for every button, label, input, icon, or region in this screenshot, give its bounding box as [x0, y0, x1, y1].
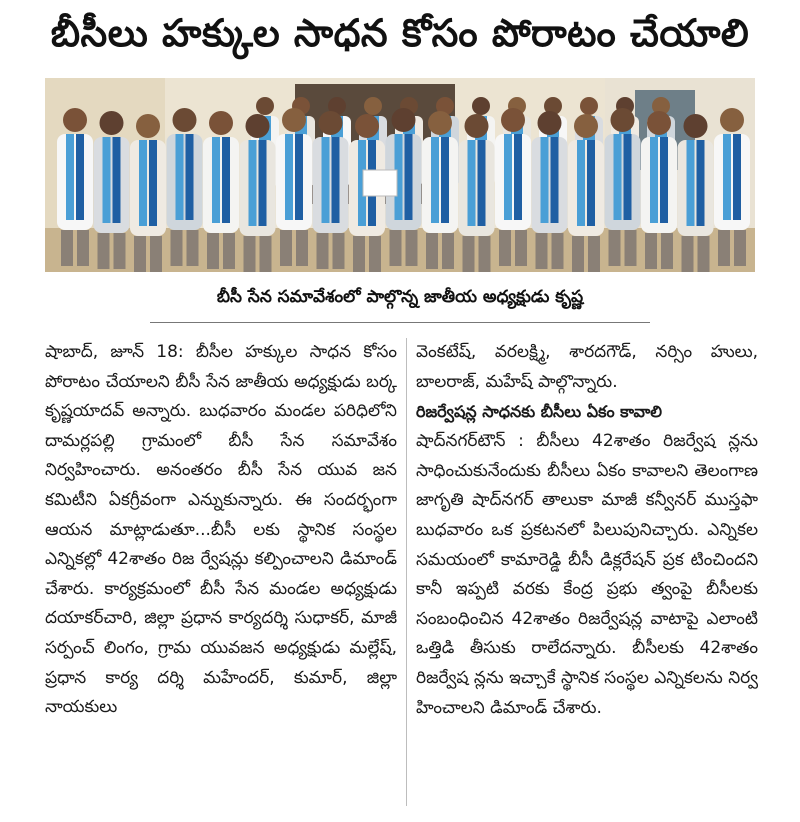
person-body [240, 140, 276, 236]
headline: బీసీలు హక్కుల సాధన కోసం పోరాటం చేయాలి [50, 11, 750, 55]
person-scarf [468, 140, 476, 226]
person-body [94, 137, 130, 233]
person-scarf [103, 137, 111, 223]
person-body [641, 137, 677, 233]
person-leg [369, 236, 381, 272]
person-body [276, 134, 312, 230]
person-leg [645, 233, 657, 269]
person-scarf [186, 134, 194, 220]
person-body [495, 134, 531, 230]
person-leg [353, 236, 365, 272]
person-leg [77, 230, 89, 266]
article-column-right [416, 338, 758, 808]
person-leg [134, 236, 146, 272]
person-head [647, 111, 671, 135]
person-head [319, 111, 343, 135]
person-leg [333, 233, 345, 269]
person-leg [463, 236, 475, 272]
person-scarf [577, 140, 585, 226]
photo-caption: బీసీ సేన సమావేశంలో పాల్గొన్న జాతీయ అధ్యక్షుడు కృష్ణ [216, 287, 584, 307]
person-scarf [249, 140, 257, 226]
person-scarf [212, 137, 220, 223]
person-head [364, 97, 382, 115]
person-leg [296, 230, 308, 266]
person-leg [552, 233, 564, 269]
person-leg [390, 230, 402, 266]
person-leg [588, 236, 600, 272]
person-leg [317, 233, 329, 269]
person-body [568, 140, 604, 236]
person-scarf [332, 137, 340, 223]
person-scarf [478, 140, 486, 226]
person-leg [223, 233, 235, 269]
person-scarf [66, 134, 74, 220]
person-leg [426, 233, 438, 269]
person-body [313, 137, 349, 233]
person-head [684, 114, 708, 138]
person-scarf [285, 134, 293, 220]
person-head [574, 114, 598, 138]
person-head [282, 108, 306, 132]
person-body [130, 140, 166, 236]
person-leg [244, 236, 256, 272]
person-scarf [113, 137, 121, 223]
article-body-left: షాబాద్, జూన్ 18: బీసీల హక్కుల సాధన కోసం పోరాటం చేయాలని బీసీ సేన జాతీయ అధ్యక్షుడు బర్క కృష్ణయాదవ్ అన్నారు. బుధవారం మండల పరిధిలోని దామర్లపల్లి గ్రామంలో బీసీ సేన సమావేశం నిర్వహించారు. అనంతరం బీసీ సేన యువ జన కమిటీని ఏకగ్రీవంగా ఎన్నుకున్నారు. ఈ సందర్భంగా ఆయన మాట్లాడుతూ...బీసీ లకు స్థానిక సంస్థల ఎన్నికల్లో 42శాతం రిజ ర్వేషన్లు కల్పించాలని డిమాండ్ చేశారు. కార్యక్రమంలో బీసీ సేన మండల అధ్యక్షుడు దయాకర్‌చారి, జిల్లా ప్రధాన కార్యదర్శి సుధాకర్, మాజీ సర్పంచ్ లింగం, గ్రామ యువజన అధ్యక్షుడు మల్లేష్, ప్రధాన కార్య దర్శి మహేందర్, కుమార్, జిల్లా నాయకులు [45, 342, 397, 718]
person-head [465, 114, 489, 138]
article-body-right: షాద్‌నగర్‌టౌన్ : బీసీలు 42శాతం రిజర్వేష న్లను సాధించుకునేందుకు బీసీలు ఏకం కావాలని తెలంగాణ జాగృతి షాద్‌నగర్ తాలుకా మాజీ కన్వీనర్ ముస్తఫా బుధవారం ఒక ప్రకటనలో పిలుపునిచ్చారు. ఎన్నికల సమయంలో కామారెడ్డి బీసీ డిక్లరేషన్ ప్రక టించిందని కానీ ఇప్పటి వరకు కేంద్ర ప్రభు త్వంపై బీసీలకు సంబంధించిన 42శాతం రిజర్వేషన్ల వాటాపై ఎలాంటి ఒత్తిడి తీసుకు రాలేదన్నారు. బీసీలకు 42శాతం రిజర్వేష న్లను ఇచ్చాకే స్థానిక సంస్థల ఎన్నికలను నిర్వ హించాలని డిమాండ్ చేశారు. [416, 431, 758, 718]
person-body [678, 140, 714, 236]
person-head [472, 97, 490, 115]
person-head [209, 111, 233, 135]
person-scarf [624, 134, 632, 220]
person-scarf [687, 140, 695, 226]
person-scarf [697, 140, 705, 226]
person-leg [698, 236, 710, 272]
caption-rule [150, 322, 650, 323]
person-leg [572, 236, 584, 272]
person-leg [207, 233, 219, 269]
person-leg [406, 230, 418, 266]
person-body [167, 134, 203, 230]
person-head [136, 114, 160, 138]
person-scarf [723, 134, 731, 220]
person-scarf [441, 137, 449, 223]
person-leg [499, 230, 511, 266]
person-leg [515, 230, 527, 266]
person-scarf [733, 134, 741, 220]
person-leg [442, 233, 454, 269]
person-body [714, 134, 750, 230]
person-leg [479, 236, 491, 272]
person-body [57, 134, 93, 230]
person-head [173, 108, 197, 132]
person-leg [682, 236, 694, 272]
person-head [355, 114, 379, 138]
person-scarf [551, 137, 559, 223]
person-head [611, 108, 635, 132]
person-scarf [76, 134, 84, 220]
person-scarf [259, 140, 267, 226]
person-leg [609, 230, 621, 266]
person-body [605, 134, 641, 230]
person-scarf [650, 137, 658, 223]
person-scarf [541, 137, 549, 223]
person-head [538, 111, 562, 135]
person-leg [187, 230, 199, 266]
article-body-continued: వెంకటేష్, వరలక్ష్మి, శారదగౌడ్, నర్సిం హులు, బాలరాజ్, మహేష్ పాల్గొన్నారు. [416, 342, 758, 392]
person-scarf [176, 134, 184, 220]
person-body [532, 137, 568, 233]
person-leg [61, 230, 73, 266]
group-photo-illustration [45, 78, 755, 272]
person-body [422, 137, 458, 233]
article-subhead: రిజర్వేషన్ల సాధనకు బీసీలు ఏకం కావాలి [416, 402, 662, 422]
person-leg [280, 230, 292, 266]
person-body [203, 137, 239, 233]
person-scarf [149, 140, 157, 226]
person-leg [171, 230, 183, 266]
person-leg [625, 230, 637, 266]
person-body [459, 140, 495, 236]
person-leg [114, 233, 126, 269]
person-scarf [139, 140, 147, 226]
person-leg [150, 236, 162, 272]
person-scarf [504, 134, 512, 220]
person-head [501, 108, 525, 132]
column-divider [406, 338, 407, 806]
person-head [63, 108, 87, 132]
person-head [392, 108, 416, 132]
person-scarf [514, 134, 522, 220]
person-scarf [660, 137, 668, 223]
person-scarf [295, 134, 303, 220]
person-head [100, 111, 124, 135]
person-head [428, 111, 452, 135]
person-head [720, 108, 744, 132]
person-scarf [614, 134, 622, 220]
person-scarf [222, 137, 230, 223]
person-scarf [322, 137, 330, 223]
person-leg [260, 236, 272, 272]
person-leg [98, 233, 110, 269]
person-scarf [587, 140, 595, 226]
person-head [246, 114, 270, 138]
person-scarf [405, 134, 413, 220]
person-leg [661, 233, 673, 269]
group-photo [45, 78, 755, 272]
person-leg [734, 230, 746, 266]
person-leg [718, 230, 730, 266]
person-head [580, 97, 598, 115]
person-leg [536, 233, 548, 269]
article-column-left [45, 338, 397, 808]
photo-document [363, 170, 397, 196]
person-scarf [431, 137, 439, 223]
person-head [256, 97, 274, 115]
